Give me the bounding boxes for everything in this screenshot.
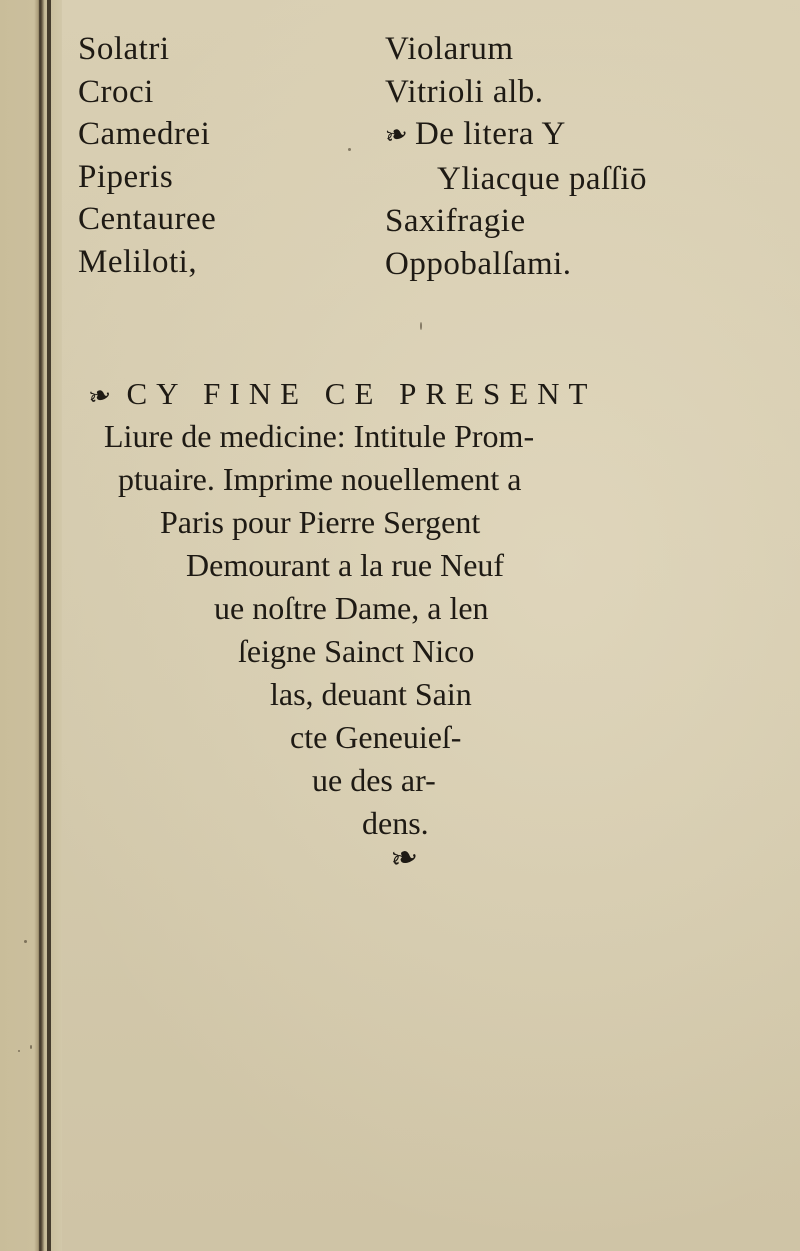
section-heading: [381, 113, 647, 158]
left-ingredient-column: [78, 28, 216, 283]
right-line: Saxifragie: [385, 203, 526, 239]
fleuron-icon: ❧: [381, 117, 413, 154]
left-line: Solatri: [78, 31, 170, 67]
fleuron-icon: ❧: [84, 376, 124, 415]
colophon-line: ue noſtre Dame, a len: [214, 590, 489, 626]
binding-gutter: [0, 0, 62, 1251]
paper-speck: [30, 1045, 32, 1049]
colophon-line: Paris pour Pierre Sergent: [160, 504, 481, 540]
colophon-line: cte Geneuieſ-: [290, 719, 462, 755]
right-ingredient-column: [381, 28, 648, 285]
left-line: Croci: [78, 73, 154, 110]
colophon-line: ſeigne Sainct Nico: [238, 633, 475, 669]
paper-speck: [420, 322, 422, 330]
left-line: Meliloti,: [78, 243, 198, 280]
section-title: De litera Y: [414, 116, 566, 152]
fleuron-icon: ❧: [386, 837, 423, 880]
paper-speck: [348, 148, 351, 151]
left-line: Centauree: [78, 201, 217, 237]
colophon-line: las, deuant Sain: [270, 676, 472, 712]
colophon-line: ue des ar-: [312, 762, 436, 798]
colophon-line: Liure de medicine: Intitule Prom-: [104, 418, 535, 454]
right-line: Vitrioli alb.: [385, 73, 544, 110]
right-line: Oppobalſami.: [385, 245, 572, 282]
colophon-line: dens.: [362, 805, 429, 841]
left-line: Camedrei: [78, 116, 211, 152]
colophon-heading: ❧CY FINE CE PRESENT: [88, 372, 597, 417]
paper-speck: [18, 1050, 20, 1052]
gutter-edge-line: [47, 0, 51, 1251]
colophon-line: Demourant a la rue Neuf: [186, 547, 505, 583]
right-line: Yliacque paſſiō: [437, 160, 648, 197]
right-line: Violarum: [385, 31, 514, 67]
paper-speck: [24, 940, 27, 943]
colophon-line: ptuaire. Imprime nouellement a: [118, 461, 522, 497]
left-line: Piperis: [78, 158, 174, 195]
